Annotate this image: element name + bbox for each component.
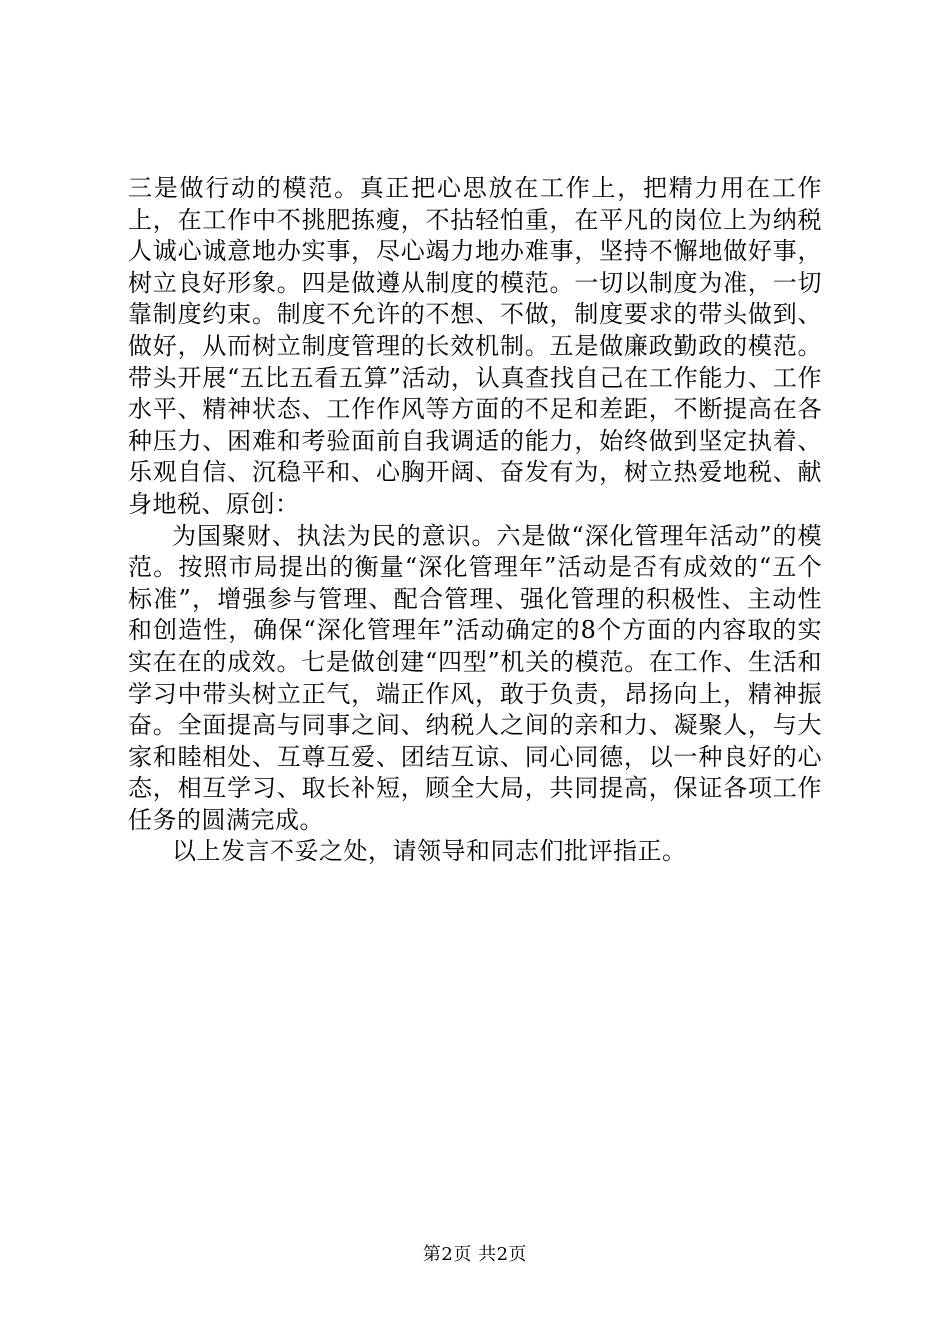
paragraph-3: 以上发言不妥之处，请领导和同志们批评指正。: [172, 837, 687, 866]
page-footer: 第2页 共2页: [422, 1244, 528, 1265]
paragraph-1: 三是做行动的模范。真正把心思放在工作上，把精力用在工作上，在工作中不挑肥拣瘦，不拈轻怕重，在平凡的岗位上为纳税人诚心诚意地办实事，尽心竭力地办难事，坚持不懈地做好事，树立良好形象。四是做遵从制度的模范。一切以制度为准，一切靠制度约束。制度不允许的不想、不做，制度要求的带头做到、做好，从而树立制度管理的长效机制。五是做廉政勤政的模范。带头开展“五比五看五算”活动，认真查找自己在工作能力、工作水平、精神状态、工作作风等方面的不足和差距，不断提高在各种压力、困难和考验面前自我调适的能力，始终做到坚定执着、乐观自信、沉稳平和、心胸开阔、奋发有为，树立热爱地税、献身地税、原创：: [128, 174, 822, 518]
document-body: [128, 173, 822, 868]
paragraph-2: 为国聚财、执法为民的意识。六是做“深化管理年活动”的模范。按照市局提出的衡量“深化管理年”活动是否有成效的“五个标准”，增强参与管理、配合管理、强化管理的积极性、主动性和创造性，确保“深化管理年”活动确定的8个方面的内容取的实实在在的成效。七是做创建“四型”机关的模范。在工作、生活和学习中带头树立正气，端正作风，敢于负责，昂扬向上，精神振奋。全面提高与同事之间、纳税人之间的亲和力、凝聚人，与大家和睦相处、互尊互爱、团结互谅、同心同德，以一种良好的心态，相互学习、取长补短，顾全大局，共同提高，保证各项工作任务的圆满完成。: [128, 521, 822, 834]
